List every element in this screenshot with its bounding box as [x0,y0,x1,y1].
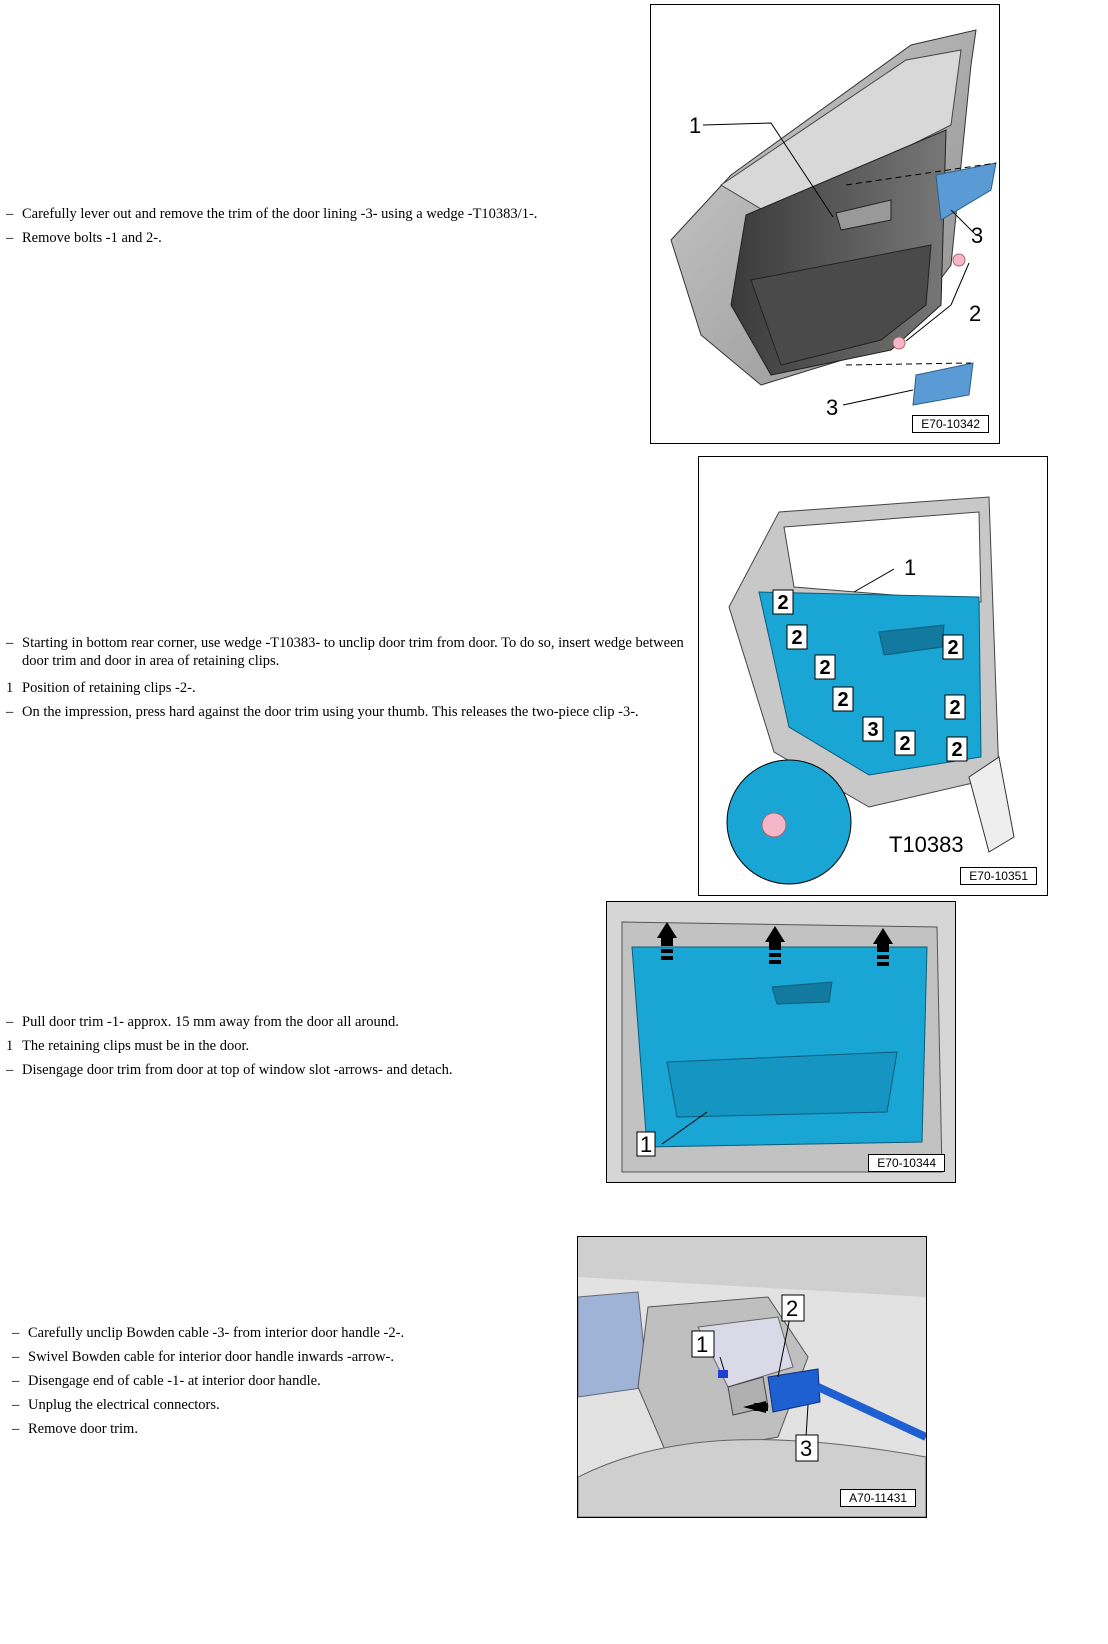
callout-2: 2 [947,637,959,659]
steps-section-2 [2,634,682,724]
callout-1: 1 [640,1132,653,1157]
callout-2: 2 [951,739,963,761]
callout-2: 2 [786,1296,799,1321]
step-text: Carefully unclip Bowden cable -3- from interior door handle -2-. [28,1325,405,1341]
step-text: Pull door trim -1- approx. 15 mm away from the door all around. [22,1014,399,1030]
steps-section-1 [2,202,537,250]
step: – Carefully lever out and remove the trim of the door lining -3- using a wedge -T10383/1-. [6,206,538,222]
figure-door-lining-trim [650,4,1000,444]
steps-section-3 [2,1010,452,1082]
step-text: On the impression, press hard against the door trim using your thumb. This releases the two-piece clip -3-. [22,704,639,720]
callout-2: 2 [819,657,831,679]
bolt-2-upper [953,254,965,266]
step: – Disengage door trim from door at top of window slot -arrows- and detach. [6,1062,453,1078]
step: – On the impression, press hard against the door trim using your thumb. This releases the two-piece clip -3-. [6,704,639,720]
step-text: Starting in bottom rear corner, use wedge -T10383- to unclip door trim from door. To do so, insert wedge between door trim and door in area of retaining clips. [22,635,684,669]
figure-retaining-clips [698,456,1048,896]
figure-code: E70-10344 [868,1154,945,1172]
trim-lower [913,363,973,405]
step-text: Carefully lever out and remove the trim of the door lining -3- using a wedge -T10383/1-. [22,206,538,222]
figure-bowden-cable [577,1236,927,1518]
door-lining-illustration [651,5,999,443]
step: – Remove door trim. [12,1421,138,1437]
step-text: Disengage end of cable -1- at interior door handle. [28,1373,321,1389]
detach-door-trim-illustration [607,902,955,1182]
callout-3: 3 [800,1436,813,1461]
cable-end [718,1370,728,1378]
detail-circle [727,760,851,884]
callout-3: 3 [867,719,879,741]
callout-3-lower: 3 [826,395,839,420]
callout-2: 2 [791,627,803,649]
callout-1: 1 [696,1332,709,1357]
callout-2: 2 [899,733,911,755]
door-trim-blue [632,947,927,1147]
step: – Swivel Bowden cable for interior door handle inwards -arrow-. [12,1349,395,1365]
figure-code: A70-11431 [840,1489,916,1507]
step: – Carefully unclip Bowden cable -3- from interior door handle -2-. [12,1325,405,1341]
step-text: The retaining clips must be in the door. [22,1038,250,1054]
step: – Disengage end of cable -1- at interior door handle. [12,1373,321,1389]
step: 1 The retaining clips must be in the door. [6,1038,250,1054]
step: – Remove bolts -1 and 2-. [6,230,162,246]
step-text: Disengage door trim from door at top of window slot -arrows- and detach. [22,1062,453,1078]
step: – Pull door trim -1- approx. 15 mm away from the door all around. [6,1014,399,1030]
callout-1: 1 [689,113,702,138]
step-text: Remove bolts -1 and 2-. [22,230,162,246]
step-text: Unplug the electrical connectors. [28,1397,220,1413]
bolt-2-lower [893,337,905,349]
steps-section-4 [8,1321,404,1441]
callout-1: 1 [904,555,917,580]
callout-3-upper: 3 [971,223,984,248]
retaining-clips-illustration [699,457,1047,895]
figure-detach-door-trim [606,901,956,1183]
step: 1 Position of retaining clips -2-. [6,680,196,696]
step: – Unplug the electrical connectors. [12,1397,220,1413]
figure-code: E70-10351 [960,867,1037,885]
callout-2: 2 [837,689,849,711]
step: – Starting in bottom rear corner, use wedge -T10383- to unclip door trim from door. To do so, insert wedge between door trim and door in area of retaining clips. [6,635,684,669]
step-text: Position of retaining clips -2-. [22,680,196,696]
step-text: Swivel Bowden cable for interior door handle inwards -arrow-. [28,1349,395,1365]
callout-2: 2 [949,697,961,719]
callout-2: 2 [777,592,789,614]
bowden-cable-illustration [578,1237,926,1517]
figure-code: E70-10342 [912,415,989,433]
step-text: Remove door trim. [28,1421,138,1437]
callout-2: 2 [969,301,982,326]
tool-label: T10383 [889,832,964,857]
